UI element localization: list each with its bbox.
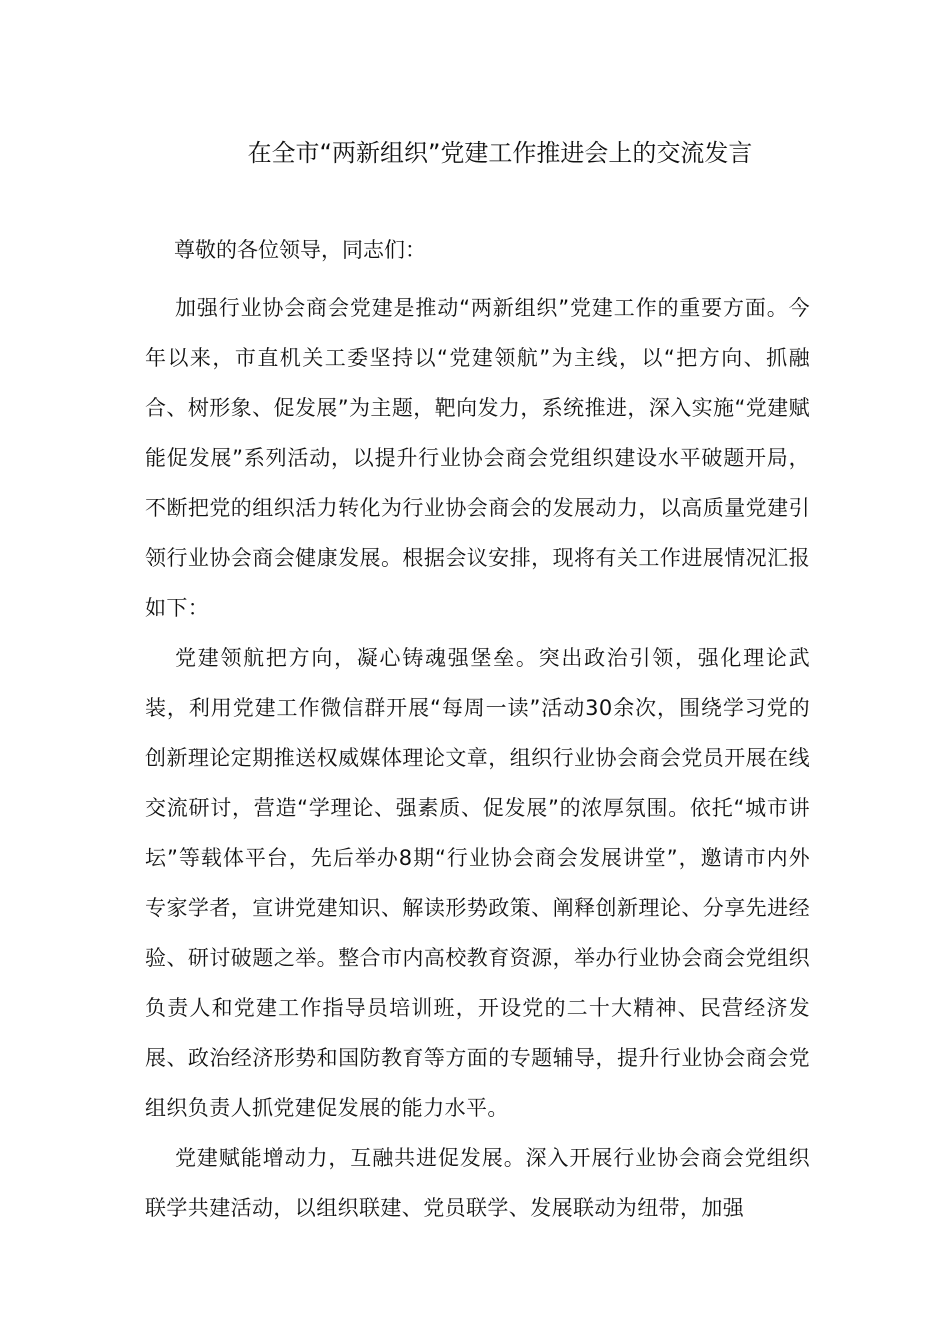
document-title: 在全市“两新组织”党建工作推进会上的交流发言 — [247, 139, 753, 167]
paragraph-direction: 党建领航把方向，凝心铸魂强堡垒。突出政治引领，强化理论武装，利用党建工作微信群开展“每周一读”活动30余次，围绕学习党的创新理论定期推送权威媒体理论文章，组织行业协会商会党员开展在线交流研讨，营造“学理论、强素质、促发展”的浓厚氛围。依托“城市讲坛”等载体平台，先后举办8期“行业协会商会发展讲堂”，邀请市内外专家学者，宣讲党建知识、解读形势政策、阐释创新理论、分享先进经验、研讨破题之举。整合市内高校教育资源，举办行业协会商会党组织负责人和党建工作指导员培训班，开设党的二十大精神、民营经济发展、政治经济形势和国防教育等方面的专题辅导，提升行业协会商会党组织负责人抓党建促发展的能力水平。 — [145, 646, 810, 1120]
paragraph-empowerment: 党建赋能增动力，互融共进促发展。深入开展行业协会商会党组织联学共建活动，以组织联建、党员联学、发展联动为纽带，加强 — [145, 1146, 810, 1220]
greeting: 尊敬的各位领导，同志们： — [174, 238, 426, 262]
paragraph-intro: 加强行业协会商会党建是推动“两新组织”党建工作的重要方面。今年以来，市直机关工委坚持以“党建领航”为主线，以“把方向、抓融合、树形象、促发展”为主题，靶向发力，系统推进，深入实施“党建赋能促发展”系列活动，以提升行业协会商会党组织建设水平破题开局，不断把党的组织活力转化为行业协会商会的发展动力，以高质量党建引领行业协会商会健康发展。根据会议安排，现将有关工作进展情况汇报如下： — [145, 296, 810, 620]
document-body — [145, 283, 810, 1233]
